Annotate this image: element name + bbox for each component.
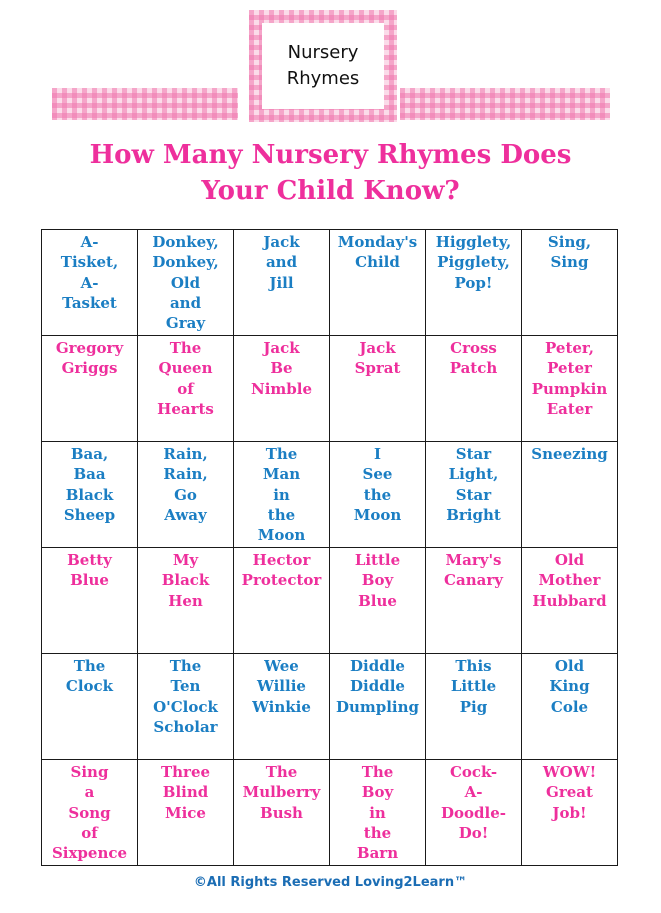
rhyme-title: Sing a Song of Sixpence bbox=[51, 763, 128, 863]
rhyme-cell bbox=[330, 760, 426, 866]
rhyme-title: The Queen of Hearts bbox=[157, 339, 214, 418]
logo-line-1: Nursery bbox=[287, 42, 359, 63]
title-line-2: Your Child Know? bbox=[201, 176, 460, 206]
logo-line-2: Rhymes bbox=[286, 68, 360, 89]
rhyme-title: Three Blind Mice bbox=[160, 763, 211, 822]
rhyme-title: Betty Blue bbox=[67, 551, 112, 590]
rhyme-cell bbox=[426, 760, 522, 866]
rhyme-title: The Mulberry Bush bbox=[242, 763, 321, 822]
rhyme-title: Sneezing bbox=[531, 445, 608, 463]
rhyme-cell bbox=[426, 336, 522, 442]
rhyme-title: Donkey, Donkey, Old and Gray bbox=[152, 233, 219, 333]
rhyme-title: Peter, Peter Pumpkin Eater bbox=[531, 339, 608, 418]
rhyme-cell bbox=[522, 442, 618, 548]
rhyme-cell bbox=[522, 760, 618, 866]
rhyme-title: Sing, Sing bbox=[547, 233, 592, 272]
rhyme-title: Wee Willie Winkie bbox=[252, 657, 311, 716]
rhyme-title: The Clock bbox=[65, 657, 114, 696]
rhyme-title: Baa, Baa Black Sheep bbox=[63, 445, 116, 524]
rhyme-title: Mary's Canary bbox=[444, 551, 503, 590]
rhyme-title: The Ten O'Clock Scholar bbox=[153, 657, 218, 736]
rhyme-cell bbox=[330, 548, 426, 654]
rhyme-title: Higglety, Pigglety, Pop! bbox=[435, 233, 512, 292]
logo-box bbox=[262, 23, 384, 109]
rhyme-cell bbox=[522, 548, 618, 654]
rhyme-cell bbox=[42, 548, 138, 654]
rhyme-cell bbox=[426, 442, 522, 548]
rhyme-title: Jack and Jill bbox=[263, 233, 300, 292]
rhyme-cell bbox=[138, 442, 234, 548]
rhyme-cell bbox=[42, 336, 138, 442]
rhyme-title: WOW! Great Job! bbox=[542, 763, 597, 822]
rhyme-cell bbox=[330, 336, 426, 442]
rhyme-cell bbox=[42, 230, 138, 336]
rhyme-title: This Little Pig bbox=[450, 657, 497, 716]
grid-row bbox=[42, 230, 618, 336]
rhymes-grid bbox=[41, 229, 618, 866]
grid-row bbox=[42, 442, 618, 548]
rhyme-cell bbox=[426, 230, 522, 336]
rhyme-cell bbox=[42, 654, 138, 760]
rhyme-title: Gregory Griggs bbox=[55, 339, 124, 378]
rhyme-cell bbox=[138, 654, 234, 760]
title-line-1: How Many Nursery Rhymes Does bbox=[89, 140, 572, 170]
rhyme-cell bbox=[138, 760, 234, 866]
rhyme-title: Monday's Child bbox=[337, 233, 418, 272]
rhyme-title: My Black Hen bbox=[161, 551, 210, 610]
rhyme-cell bbox=[234, 760, 330, 866]
rhyme-title: The Man in the Moon bbox=[257, 445, 306, 545]
rhyme-title: Little Boy Blue bbox=[354, 551, 401, 610]
rhyme-cell bbox=[138, 548, 234, 654]
rhyme-cell bbox=[138, 336, 234, 442]
copyright-footer: ©All Rights Reserved Loving2Learn™ bbox=[193, 875, 468, 890]
rhyme-cell bbox=[330, 230, 426, 336]
rhyme-cell bbox=[330, 654, 426, 760]
rhyme-cell bbox=[426, 548, 522, 654]
rhyme-title: Jack Be Nimble bbox=[250, 339, 312, 398]
gingham-strip-left bbox=[52, 88, 238, 120]
rhyme-cell bbox=[234, 442, 330, 548]
grid-row bbox=[42, 760, 618, 866]
rhyme-title: Old King Cole bbox=[549, 657, 590, 716]
rhyme-cell bbox=[522, 336, 618, 442]
rhyme-cell bbox=[234, 654, 330, 760]
rhyme-cell bbox=[138, 230, 234, 336]
rhyme-cell bbox=[522, 230, 618, 336]
rhyme-title: Jack Sprat bbox=[354, 339, 401, 378]
grid-row bbox=[42, 654, 618, 760]
grid-row bbox=[42, 336, 618, 442]
page-title bbox=[0, 137, 661, 209]
rhyme-title: Old Mother Hubbard bbox=[532, 551, 607, 610]
rhyme-cell bbox=[426, 654, 522, 760]
grid-row bbox=[42, 548, 618, 654]
rhyme-cell bbox=[234, 548, 330, 654]
rhyme-title: Star Light, Star Bright bbox=[446, 445, 501, 524]
rhyme-title: Cock- A- Doodle- Do! bbox=[441, 763, 506, 842]
rhyme-cell bbox=[330, 442, 426, 548]
rhyme-cell bbox=[234, 230, 330, 336]
rhyme-cell bbox=[234, 336, 330, 442]
rhyme-title: Cross Patch bbox=[449, 339, 498, 378]
rhyme-title: I See the Moon bbox=[353, 445, 402, 524]
rhyme-cell bbox=[42, 442, 138, 548]
rhyme-title: Hector Protector bbox=[241, 551, 322, 590]
rhyme-title: Diddle Diddle Dumpling bbox=[335, 657, 420, 716]
gingham-strip-right bbox=[400, 88, 610, 120]
rhyme-title: Rain, Rain, Go Away bbox=[163, 445, 208, 524]
rhyme-cell bbox=[42, 760, 138, 866]
rhyme-title: The Boy in the Barn bbox=[356, 763, 399, 863]
rhyme-title: A- Tisket, A- Tasket bbox=[60, 233, 119, 312]
rhyme-cell bbox=[522, 654, 618, 760]
